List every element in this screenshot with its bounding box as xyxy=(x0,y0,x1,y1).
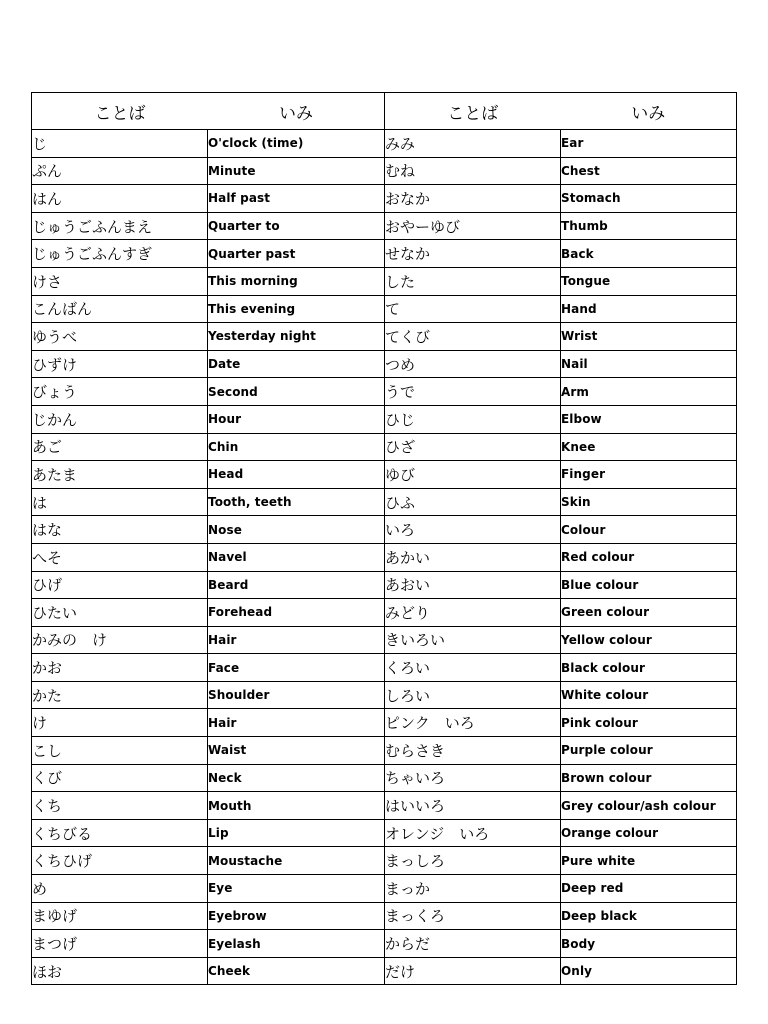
table-row xyxy=(32,350,737,378)
meaning-cell: Second xyxy=(208,378,385,406)
table-row xyxy=(32,212,737,240)
word-cell: まゆげ xyxy=(32,902,208,930)
word-cell: みみ xyxy=(385,130,561,158)
meaning-cell: Yesterday night xyxy=(208,323,385,351)
table-row xyxy=(32,295,737,323)
meaning-cell: Knee xyxy=(561,433,737,461)
table-row xyxy=(32,323,737,351)
meaning-cell: Body xyxy=(561,930,737,958)
word-cell: まっしろ xyxy=(385,847,561,875)
meaning-cell: Ear xyxy=(561,130,737,158)
word-cell: じかん xyxy=(32,405,208,433)
meaning-cell: Hair xyxy=(208,626,385,654)
table-row xyxy=(32,847,737,875)
header-right xyxy=(385,93,737,130)
word-cell: むね xyxy=(385,157,561,185)
word-cell: あおい xyxy=(385,571,561,599)
meaning-cell: Pink colour xyxy=(561,709,737,737)
meaning-cell: Beard xyxy=(208,571,385,599)
meaning-cell: Elbow xyxy=(561,405,737,433)
table-row xyxy=(32,792,737,820)
word-cell: まっくろ xyxy=(385,902,561,930)
table-row xyxy=(32,185,737,213)
meaning-cell: Black colour xyxy=(561,654,737,682)
meaning-cell: Face xyxy=(208,654,385,682)
table-row xyxy=(32,626,737,654)
meaning-cell: Quarter past xyxy=(208,240,385,268)
meaning-cell: Brown colour xyxy=(561,764,737,792)
meaning-cell: Stomach xyxy=(561,185,737,213)
word-cell: まっか xyxy=(385,875,561,903)
meaning-cell: Date xyxy=(208,350,385,378)
table-row xyxy=(32,571,737,599)
word-cell: きいろい xyxy=(385,626,561,654)
word-cell: くちひげ xyxy=(32,847,208,875)
meaning-cell: Only xyxy=(561,957,737,985)
table-row xyxy=(32,902,737,930)
meaning-cell: Colour xyxy=(561,516,737,544)
vocabulary-table xyxy=(31,92,737,985)
table-row xyxy=(32,819,737,847)
meaning-cell: Neck xyxy=(208,764,385,792)
meaning-cell: Tooth, teeth xyxy=(208,488,385,516)
meaning-cell: Blue colour xyxy=(561,571,737,599)
meaning-cell: Arm xyxy=(561,378,737,406)
word-cell: あご xyxy=(32,433,208,461)
word-cell: ゆび xyxy=(385,461,561,489)
meaning-cell: Tongue xyxy=(561,267,737,295)
meaning-cell: Purple colour xyxy=(561,737,737,765)
meaning-cell: Moustache xyxy=(208,847,385,875)
meaning-cell: Eye xyxy=(208,875,385,903)
word-cell: みどり xyxy=(385,599,561,627)
meaning-cell: Mouth xyxy=(208,792,385,820)
meaning-cell: This morning xyxy=(208,267,385,295)
word-cell: はな xyxy=(32,516,208,544)
word-cell: ぷん xyxy=(32,157,208,185)
word-cell: こんばん xyxy=(32,295,208,323)
meaning-cell: This evening xyxy=(208,295,385,323)
table-row xyxy=(32,157,737,185)
meaning-cell: Cheek xyxy=(208,957,385,985)
table-header-row xyxy=(32,93,737,130)
table-row xyxy=(32,516,737,544)
meaning-cell: Deep red xyxy=(561,875,737,903)
word-cell: め xyxy=(32,875,208,903)
word-cell: ほお xyxy=(32,957,208,985)
header-meaning-right: いみ xyxy=(631,103,666,124)
word-cell: せなか xyxy=(385,240,561,268)
word-cell: あたま xyxy=(32,461,208,489)
meaning-cell: Eyebrow xyxy=(208,902,385,930)
header-word-left: ことば xyxy=(94,103,146,124)
word-cell: こし xyxy=(32,737,208,765)
word-cell: おやーゆび xyxy=(385,212,561,240)
word-cell: け xyxy=(32,709,208,737)
word-cell: ゆうべ xyxy=(32,323,208,351)
table-row xyxy=(32,681,737,709)
word-cell: した xyxy=(385,267,561,295)
word-cell: て xyxy=(385,295,561,323)
meaning-cell: Finger xyxy=(561,461,737,489)
meaning-cell: Head xyxy=(208,461,385,489)
word-cell: ひずけ xyxy=(32,350,208,378)
table-row xyxy=(32,930,737,958)
word-cell: はん xyxy=(32,185,208,213)
word-cell: ひげ xyxy=(32,571,208,599)
word-cell: ピンク いろ xyxy=(385,709,561,737)
table-row xyxy=(32,488,737,516)
table-row xyxy=(32,461,737,489)
meaning-cell: Eyelash xyxy=(208,930,385,958)
word-cell: ひじ xyxy=(385,405,561,433)
word-cell: つめ xyxy=(385,350,561,378)
meaning-cell: Red colour xyxy=(561,543,737,571)
table-row xyxy=(32,599,737,627)
meaning-cell: Nail xyxy=(561,350,737,378)
word-cell: ひふ xyxy=(385,488,561,516)
word-cell: へそ xyxy=(32,543,208,571)
table-row xyxy=(32,764,737,792)
word-cell: むらさき xyxy=(385,737,561,765)
word-cell: ひたい xyxy=(32,599,208,627)
word-cell: は xyxy=(32,488,208,516)
table-row xyxy=(32,957,737,985)
word-cell: あかい xyxy=(385,543,561,571)
meaning-cell: Back xyxy=(561,240,737,268)
meaning-cell: Yellow colour xyxy=(561,626,737,654)
meaning-cell: Hour xyxy=(208,405,385,433)
meaning-cell: Grey colour/ash colour xyxy=(561,792,737,820)
meaning-cell: Shoulder xyxy=(208,681,385,709)
word-cell: じ xyxy=(32,130,208,158)
word-cell: じゅうごふんまえ xyxy=(32,212,208,240)
meaning-cell: Hair xyxy=(208,709,385,737)
meaning-cell: Hand xyxy=(561,295,737,323)
word-cell: からだ xyxy=(385,930,561,958)
meaning-cell: Lip xyxy=(208,819,385,847)
table-row xyxy=(32,543,737,571)
word-cell: くちびる xyxy=(32,819,208,847)
meaning-cell: Pure white xyxy=(561,847,737,875)
word-cell: くろい xyxy=(385,654,561,682)
word-cell: じゅうごふんすぎ xyxy=(32,240,208,268)
word-cell: はいいろ xyxy=(385,792,561,820)
table-row xyxy=(32,654,737,682)
meaning-cell: Wrist xyxy=(561,323,737,351)
table-row xyxy=(32,737,737,765)
header-word-right: ことば xyxy=(447,103,499,124)
word-cell: しろい xyxy=(385,681,561,709)
word-cell: かお xyxy=(32,654,208,682)
table-row xyxy=(32,709,737,737)
meaning-cell: Half past xyxy=(208,185,385,213)
table-body xyxy=(32,130,737,985)
word-cell: だけ xyxy=(385,957,561,985)
meaning-cell: Skin xyxy=(561,488,737,516)
word-cell: いろ xyxy=(385,516,561,544)
meaning-cell: Navel xyxy=(208,543,385,571)
meaning-cell: Green colour xyxy=(561,599,737,627)
table-row xyxy=(32,378,737,406)
word-cell: おなか xyxy=(385,185,561,213)
word-cell: くち xyxy=(32,792,208,820)
word-cell: かた xyxy=(32,681,208,709)
table-row xyxy=(32,130,737,158)
meaning-cell: O'clock (time) xyxy=(208,130,385,158)
meaning-cell: Chin xyxy=(208,433,385,461)
header-left xyxy=(32,93,385,130)
word-cell: ひざ xyxy=(385,433,561,461)
word-cell: うで xyxy=(385,378,561,406)
meaning-cell: Minute xyxy=(208,157,385,185)
word-cell: ちゃいろ xyxy=(385,764,561,792)
meaning-cell: Quarter to xyxy=(208,212,385,240)
table-row xyxy=(32,405,737,433)
word-cell: てくび xyxy=(385,323,561,351)
meaning-cell: Orange colour xyxy=(561,819,737,847)
meaning-cell: Forehead xyxy=(208,599,385,627)
table-row xyxy=(32,433,737,461)
meaning-cell: White colour xyxy=(561,681,737,709)
header-meaning-left: いみ xyxy=(279,103,313,124)
meaning-cell: Deep black xyxy=(561,902,737,930)
word-cell: かみの け xyxy=(32,626,208,654)
meaning-cell: Nose xyxy=(208,516,385,544)
table-row xyxy=(32,240,737,268)
table-row xyxy=(32,875,737,903)
word-cell: オレンジ いろ xyxy=(385,819,561,847)
word-cell: けさ xyxy=(32,267,208,295)
meaning-cell: Waist xyxy=(208,737,385,765)
meaning-cell: Thumb xyxy=(561,212,737,240)
table-row xyxy=(32,267,737,295)
word-cell: びょう xyxy=(32,378,208,406)
meaning-cell: Chest xyxy=(561,157,737,185)
word-cell: まつげ xyxy=(32,930,208,958)
word-cell: くび xyxy=(32,764,208,792)
